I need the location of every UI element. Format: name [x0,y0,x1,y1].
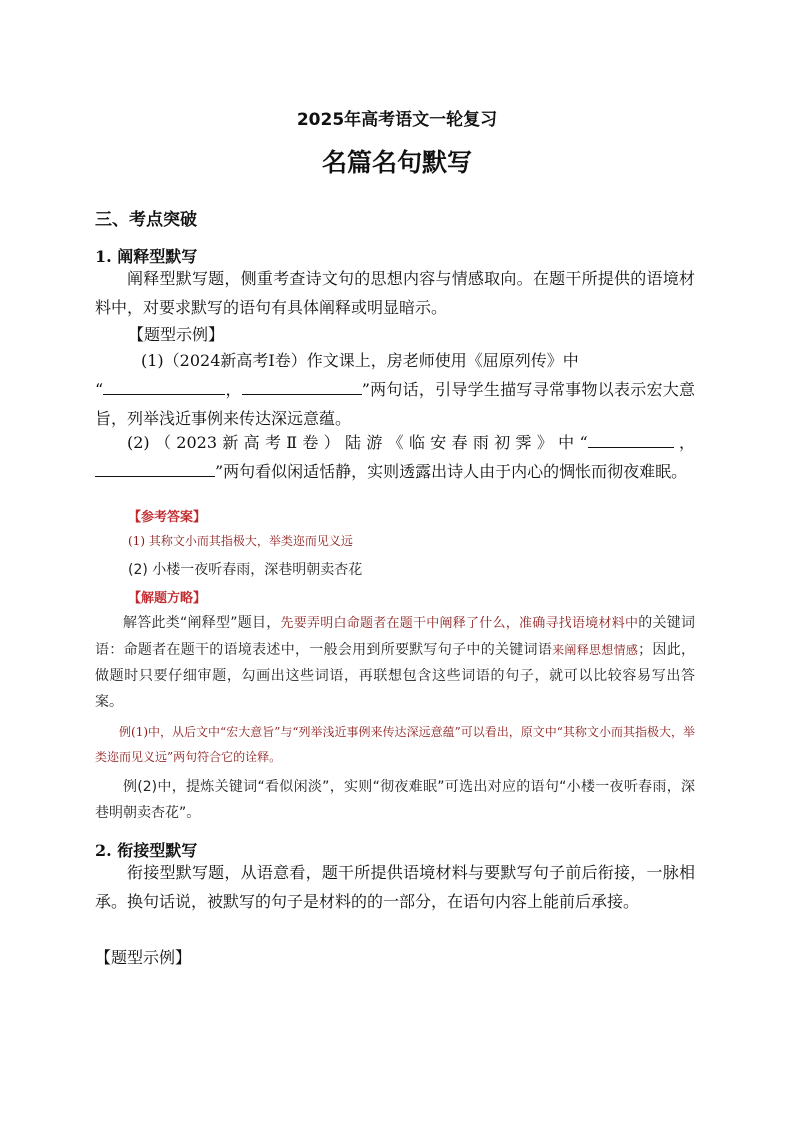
subsection-heading-2: 2. 衔接型默写 [95,841,198,860]
method-paragraph-1 [95,610,695,715]
answer-blank[interactable] [103,379,225,395]
answer-2: (2) 小楼一夜听春雨，深巷明朝卖杏花 [128,562,363,578]
example-tag-2: 【题型示例】 [95,948,192,967]
section-heading: 三、考点突破 [95,210,197,230]
method-tag: 【解题方略】 [128,591,207,606]
answer-1: (1) 其称文小而其指极大，举类迩而见义远 [128,534,353,548]
question-2-lead: (2)（2023新高考Ⅱ卷）陆游《临安春雨初霁》中“ [127,433,588,452]
answer-blank[interactable] [242,379,362,395]
subsection-2-intro: 衔接型默写题，从语意看，题干所提供语境材料与要默写句子前后衔接，一脉相承。换句话说，被默写的句子是材料的的一部分，在语句内容上能前后承接。 [95,863,695,911]
comma: ， [673,433,695,452]
answer-blank[interactable] [95,461,215,477]
document-title: 2025年高考语文一轮复习 [296,110,498,130]
subsection-heading-1: 1. 阐释型默写 [95,247,198,266]
method-text: 的关键词语：命题者在题干的语境表述中，一般会用到所要默写句子中的关键词语 [95,615,695,658]
question-1-line-1: (1)（2024新高考Ⅰ卷）作文课上，房老师使用《屈原列传》中 [141,351,579,370]
method-paragraph-3: 例(2)中，提炼关键词“看似闲淡”，实则“彻夜难眠”可选出对应的语句“小楼一夜听春雨，深巷明朝卖杏花”。 [95,779,695,821]
subsection-1-intro: 阐释型默写题，侧重考查诗文句的思想内容与情感取向。在题干所提供的语境材料中，对要求默写的语句有具体阐释或明显暗示。 [95,269,695,317]
question-2-tail: ”两句看似闲适恬静，实则透露出诗人由于内心的惆怅而彻夜难眠。 [215,462,688,481]
open-quote: “ [95,380,104,399]
example-tag-1: 【题型示例】 [128,325,225,344]
question-2 [95,428,695,486]
question-1 [95,346,695,433]
method-text-emphasis: 先要弄明白命题者在题干中阐释了什么，准确寻找语境材料中 [280,616,639,631]
document-subtitle: 名篇名句默写 [321,148,472,177]
comma: ， [225,380,242,399]
method-paragraph-2: 例(1)中，从后文中“宏大意旨”与“列举浅近事例来传达深远意蕴”可以看出，原文中“其称文小而其指极大，举类迩而见义远”两句符合它的诠释。 [95,725,695,764]
question-1-tail: ”两句话，引导学生描写寻常事物以表示宏大意旨，列举浅近事例来传达深远意蕴。 [95,380,695,428]
method-text: 解答此类“阐释型”题目， [123,615,281,631]
answer-blank[interactable] [588,432,674,448]
method-text-emphasis: 来阐释思想情感 [552,643,639,657]
question-1-body [95,375,695,433]
method-text: ；因此，做题时只要仔细审题，勾画出这些词语，再联想包含这些词语的句子，就可以比较容易写出答案。 [95,642,695,710]
answer-tag: 【参考答案】 [128,510,207,525]
